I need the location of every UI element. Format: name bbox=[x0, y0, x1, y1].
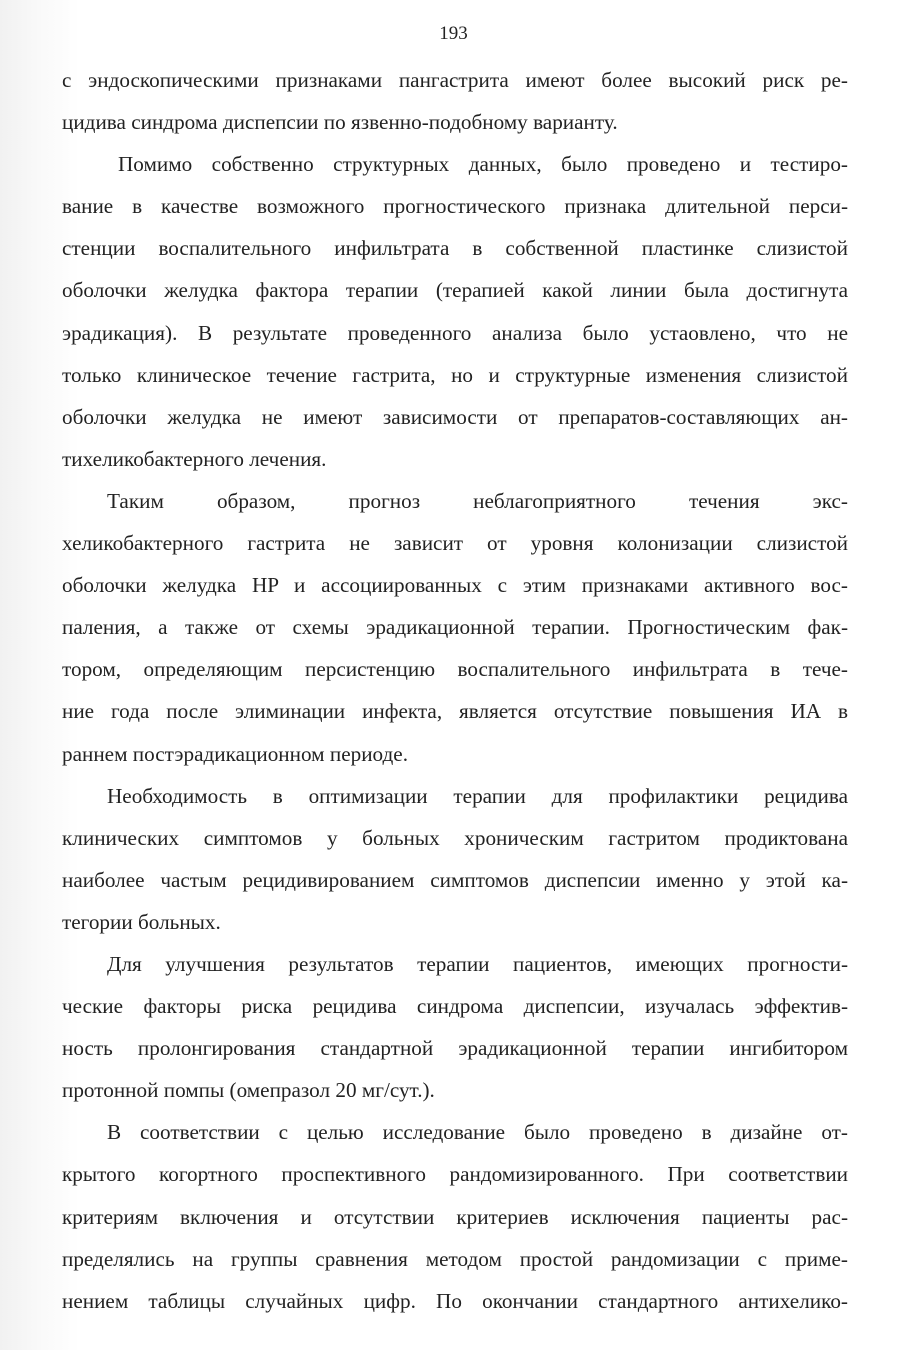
text-line: пределялись на группы сравнения методом простой рандомизации с приме- bbox=[62, 1246, 848, 1271]
text-line: стенции воспалительного инфильтрата в собственной пластинке слизистой bbox=[62, 236, 848, 261]
text-line: ческие факторы риска рецидива синдрома диспепсии, изучалась эффектив- bbox=[62, 994, 848, 1019]
body-text bbox=[62, 59, 848, 1322]
text-line: нением таблицы случайных цифр. По окончании стандартного антихелико- bbox=[62, 1288, 848, 1313]
text-line: тегории больных. bbox=[62, 909, 221, 934]
text-line: паления, а также от схемы эрадикационной терапии. Прогностическим фак- bbox=[62, 615, 848, 640]
text-line: оболочки желудка HP и ассоциированных с этим признаками активного вос- bbox=[62, 573, 848, 598]
text-line: Помимо собственно структурных данных, было проведено и тестиро- bbox=[118, 152, 848, 177]
text-line: хеликобактерного гастрита не зависит от уровня колонизации слизистой bbox=[62, 531, 848, 556]
text-line: протонной помпы (омепразол 20 мг/сут.). bbox=[62, 1078, 435, 1103]
paragraph bbox=[62, 1111, 848, 1321]
text-line: эрадикация). В результате проведенного анализа было устаовлено, что не bbox=[62, 320, 848, 345]
text-line: Для улучшения результатов терапии пациентов, имеющих прогности- bbox=[107, 951, 848, 976]
text-line: крытого когортного проспективного рандомизированного. При соответствии bbox=[62, 1162, 848, 1187]
text-line: оболочки желудка не имеют зависимости от препаратов-составляющих ан- bbox=[62, 404, 848, 429]
text-line: тором, определяющим персистенцию воспалительного инфильтрата в тече- bbox=[62, 657, 848, 682]
text-line: В соответствии с целью исследование было проведено в дизайне от- bbox=[107, 1120, 848, 1145]
paragraph bbox=[62, 480, 848, 775]
text-line: оболочки желудка фактора терапии (терапией какой линии была достигнута bbox=[62, 278, 848, 303]
text-line: ность пролонгирования стандартной эрадикационной терапии ингибитором bbox=[62, 1036, 848, 1061]
paragraph bbox=[62, 143, 848, 480]
text-line: раннем постэрадикационном периоде. bbox=[62, 741, 409, 766]
text-line: только клиническое течение гастрита, но и структурные изменения слизистой bbox=[62, 362, 848, 387]
page-number: 193 bbox=[439, 23, 468, 44]
text-line: клинических симптомов у больных хроническим гастритом продиктована bbox=[62, 825, 848, 850]
text-line: ние года после элиминации инфекта, является отсутствие повышения ИА в bbox=[62, 699, 848, 724]
text-line: Необходимость в оптимизации терапии для профилактики рецидива bbox=[107, 783, 848, 808]
paragraph bbox=[62, 775, 848, 943]
text-line: наиболее частым рецидивированием симптомов диспепсии именно у этой ка- bbox=[62, 867, 848, 892]
text-line: вание в качестве возможного прогностического признака длительной перси- bbox=[62, 194, 848, 219]
text-line: цидива синдрома диспепсии по язвенно-подобному варианту. bbox=[62, 110, 618, 135]
text-line: критериям включения и отсутствии критериев исключения пациенты рас- bbox=[62, 1204, 848, 1229]
text-line: Таким образом, прогноз неблагоприятного течения экс- bbox=[107, 488, 848, 513]
text-line: с эндоскопическими признаками пангастрита имеют более высокий риск ре- bbox=[62, 68, 848, 92]
paragraph bbox=[62, 59, 848, 143]
paragraph bbox=[62, 943, 848, 1111]
text-line: тихеликобактерного лечения. bbox=[62, 446, 327, 471]
